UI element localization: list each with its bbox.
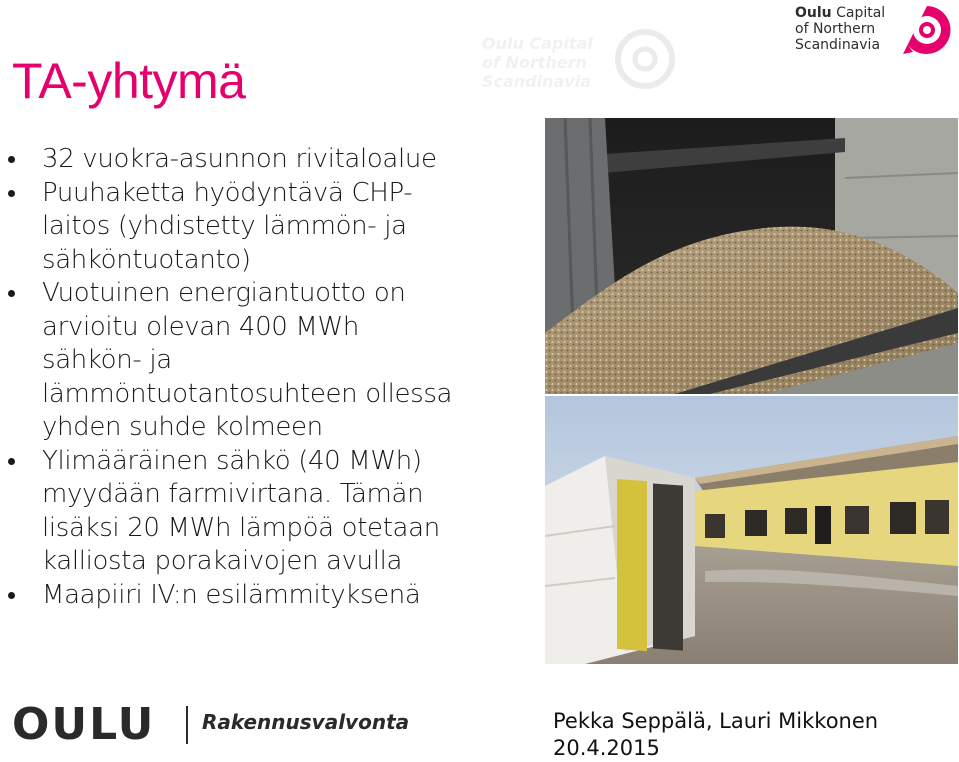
bullet-dot-icon xyxy=(8,592,15,599)
watermark-line-2: of Northern xyxy=(482,53,587,72)
wood-chip-storage-photo xyxy=(545,118,958,394)
slide-title: TA-yhtymä xyxy=(12,53,246,109)
logo-line-1: Oulu Capital xyxy=(795,5,886,21)
footer-date: 20.4.2015 xyxy=(553,736,660,760)
building-construction-photo xyxy=(545,396,958,664)
bullet-dot-icon xyxy=(8,156,15,163)
bullet-item: Ylimääräinen sähkö (40 MWh) myydään farmivirtana. Tämän lisäksi 20 MWh lämpöä otetaan kalliosta porakaivojen avulla xyxy=(0,445,540,579)
logo-swirl-icon xyxy=(899,2,955,58)
watermark-line-1: Oulu Capital xyxy=(482,34,593,53)
bullet-list xyxy=(0,143,540,612)
footer-info xyxy=(553,708,878,762)
bullet-dot-icon xyxy=(8,190,15,197)
logo-line-3: Scandinavia xyxy=(795,37,881,53)
footer-logo-word: OULU xyxy=(12,699,156,750)
logo-line-2: of Northern xyxy=(795,21,876,37)
bullet-dot-icon xyxy=(8,458,15,465)
bullet-item: Vuotuinen energiantuotto on arvioitu olevan 400 MWh sähkön- ja lämmöntuotantosuhteen ollessa yhden suhde kolmeen xyxy=(0,277,540,445)
footer-logo-unit: Rakennusvalvonta xyxy=(202,710,410,734)
footer-logo-divider xyxy=(186,706,188,744)
footer-authors: Pekka Seppälä, Lauri Mikkonen xyxy=(553,709,879,733)
bullet-item: 32 vuokra-asunnon rivitaloalue xyxy=(0,143,540,177)
bullet-dot-icon xyxy=(8,290,15,297)
bullet-item: Puuhaketta hyödyntävä CHP- laitos (yhdistetty lämmön- ja sähköntuotanto) xyxy=(0,177,540,278)
watermark-logo xyxy=(482,28,682,98)
oulu-rakennusvalvonta-logo xyxy=(12,700,412,750)
oulu-capital-logo xyxy=(793,2,955,58)
watermark-line-3: Scandinavia xyxy=(482,72,592,91)
watermark-swirl-icon xyxy=(614,28,676,90)
bullet-item: Maapiiri IV:n esilämmityksenä xyxy=(0,579,540,613)
